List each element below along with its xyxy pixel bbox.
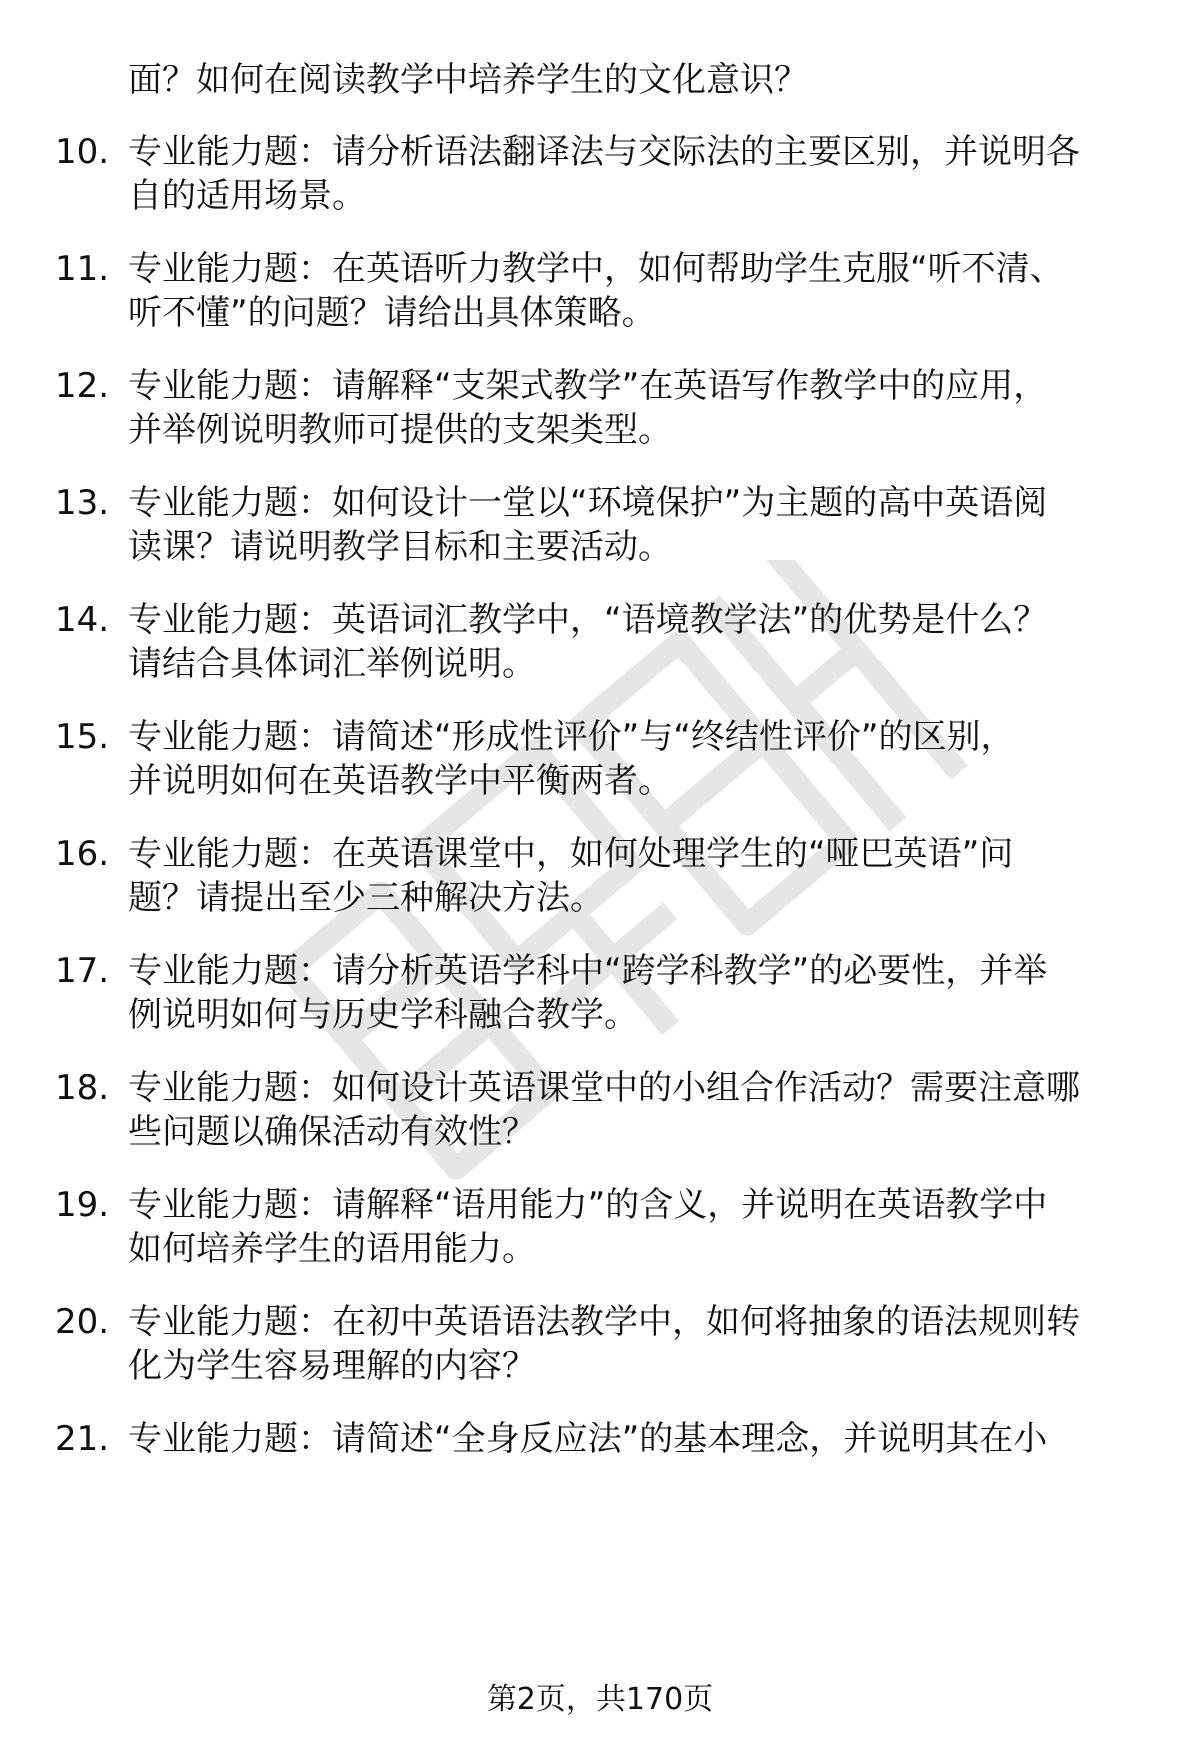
question-number-17: 17.: [55, 951, 110, 991]
question-number-16: 16.: [55, 834, 110, 874]
question-number-19: 19.: [55, 1185, 110, 1225]
question-number-10: 10.: [55, 132, 110, 172]
question-11-line-1: 专业能力题：在英语听力教学中，如何帮助学生克服“听不清、: [128, 249, 1064, 289]
question-14-line-2: 请结合具体词汇举例说明。: [128, 644, 536, 684]
question-16-line-1: 专业能力题：在英语课堂中，如何处理学生的“哑巴英语”问: [128, 834, 1014, 874]
question-15-line-1: 专业能力题：请简述“形成性评价”与“终结性评价”的区别，: [128, 717, 1015, 757]
question-14-line-1: 专业能力题：英语词汇教学中，“语境教学法”的优势是什么？: [128, 600, 1048, 640]
question-number-21: 21.: [55, 1419, 110, 1459]
question-17-line-2: 例说明如何与历史学科融合教学。: [128, 995, 638, 1035]
question-10-line-1: 专业能力题：请分析语法翻译法与交际法的主要区别，并说明各: [128, 132, 1080, 172]
question-20-line-1: 专业能力题：在初中英语语法教学中，如何将抽象的语法规则转: [128, 1302, 1080, 1342]
question-13-line-1: 专业能力题：如何设计一堂以“环境保护”为主题的高中英语阅: [128, 483, 1048, 523]
page-footer: 第2页，共170页: [486, 1682, 714, 1717]
question-19-line-1: 专业能力题：请解释“语用能力”的含义，并说明在英语教学中: [128, 1185, 1048, 1225]
question-number-14: 14.: [55, 600, 110, 640]
question-17-line-1: 专业能力题：请分析英语学科中“跨学科教学”的必要性，并举: [128, 951, 1048, 991]
question-10-line-2: 自的适用场景。: [128, 176, 366, 216]
question-number-12: 12.: [55, 366, 110, 406]
question-number-20: 20.: [55, 1302, 110, 1342]
question-13-line-2: 读课？请说明教学目标和主要活动。: [128, 527, 672, 567]
question-18-line-1: 专业能力题：如何设计英语课堂中的小组合作活动？需要注意哪: [128, 1068, 1080, 1108]
question-continuation-line: 面？如何在阅读教学中培养学生的文化意识？: [128, 60, 808, 100]
question-15-line-2: 并说明如何在英语教学中平衡两者。: [128, 761, 672, 801]
question-20-line-2: 化为学生容易理解的内容？: [128, 1346, 536, 1386]
question-12-line-2: 并举例说明教师可提供的支架类型。: [128, 410, 672, 450]
question-19-line-2: 如何培养学生的语用能力。: [128, 1229, 536, 1269]
question-16-line-2: 题？请提出至少三种解决方法。: [128, 878, 604, 918]
question-number-13: 13.: [55, 483, 110, 523]
question-number-15: 15.: [55, 717, 110, 757]
question-12-line-1: 专业能力题：请解释“支架式教学”在英语写作教学中的应用，: [128, 366, 1048, 406]
question-number-11: 11.: [55, 249, 110, 289]
question-21-line-1: 专业能力题：请简述“全身反应法”的基本理念，并说明其在小: [128, 1419, 1048, 1459]
question-18-line-2: 些问题以确保活动有效性？: [128, 1112, 536, 1152]
question-number-18: 18.: [55, 1068, 110, 1108]
question-11-line-2: 听不懂”的问题？请给出具体策略。: [128, 293, 656, 333]
